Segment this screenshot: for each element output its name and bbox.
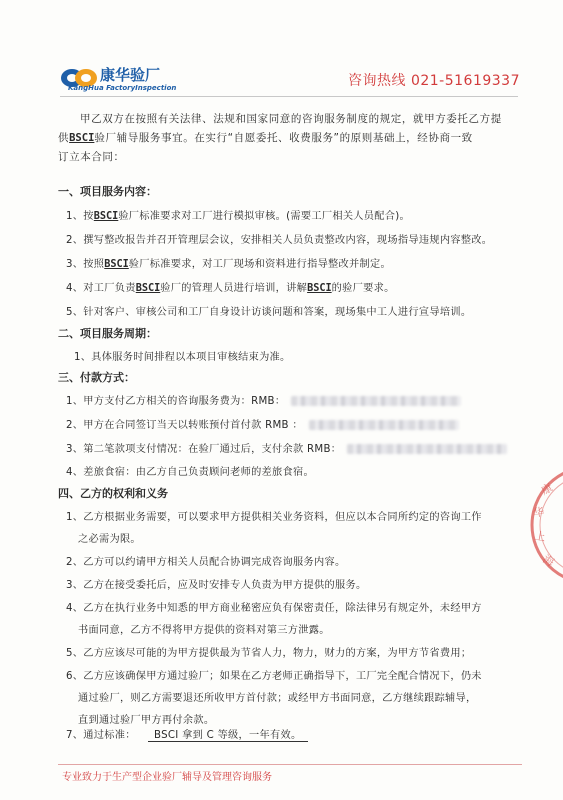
company-logo <box>60 66 250 96</box>
s4-line-7: 5、乙方应该尽可能的为甲方提供最为节省人力，物力，财力的方案，为甲方节省费用； <box>66 648 472 659</box>
s1-item-4-pre: 4、对工厂负责 <box>66 283 136 294</box>
page-header <box>60 64 520 96</box>
s1-item-4-mid: 验厂的管理人员进行培训，讲解 <box>160 283 308 294</box>
section-2-heading: 二、项目服务周期： <box>58 327 157 340</box>
s4-line-6: 书面同意，乙方不得将甲方提供的资料对第三方泄露。 <box>78 625 330 636</box>
intro-line-1: 甲乙双方在按照有关法律、法规和国家同意的咨询服务制度的规定，就甲方委托乙方提 <box>80 113 502 125</box>
s1-item-1 <box>66 207 410 222</box>
svg-text:华: 华 <box>532 505 546 520</box>
section-1-heading: 一、项目服务内容： <box>58 185 157 198</box>
s1-item-1-standard: BSCI <box>93 211 119 222</box>
company-seal-stamp <box>520 455 563 595</box>
intro-line-2-post: 验厂辅导服务事宜。在实行“自愿委托、收费服务”的原则基础上，经协商一致 <box>94 132 473 144</box>
s1-item-4-post: 的验厂要求。 <box>331 283 395 294</box>
s4-line-8: 6、乙方应该确保甲方通过验厂；如果在乙方老师正确指导下，工厂完全配合情况下，仍未 <box>66 671 482 682</box>
s1-item-3-pre: 3、按照 <box>66 259 105 270</box>
section-4-heading: 四、乙方的权利和义务 <box>58 487 168 500</box>
footer-slogan: 专业致力于生产型企业验厂辅导及管理咨询服务 <box>62 772 272 783</box>
s3-item-3-text: 3、第二笔款项支付情况：在验厂通过后，支付余款 RMB： <box>66 444 342 455</box>
s3-item-4: 4、差旅食宿：由乙方自己负责顾问老师的差旅食宿。 <box>66 467 314 478</box>
s3-item-3 <box>66 440 507 455</box>
s1-item-1-post: 验厂标准要求对工厂进行模拟审核。(需要工厂相关人员配合)。 <box>118 211 411 222</box>
intro-line-2 <box>58 129 520 148</box>
s1-item-3 <box>66 255 391 270</box>
intro-paragraph <box>58 110 520 167</box>
s4-line-1: 1、乙方根据业务需要，可以要求甲方提供相关业务资料，但应以本合同所约定的咨询工作 <box>66 512 482 523</box>
s1-item-4 <box>66 279 395 294</box>
intro-line-2-pre: 供 <box>58 132 70 144</box>
basis-label: 7、通过标准： <box>66 730 136 741</box>
intro-standard-bsci: BSCI <box>69 132 95 144</box>
s3-item-2 <box>66 416 459 431</box>
section-3-heading: 三、付款方式： <box>58 371 135 384</box>
s1-item-4-standard-2: BSCI <box>307 283 332 294</box>
s4-line-3: 2、乙方可以约请甲方相关人员配合协调完成咨询服务内容。 <box>66 557 346 568</box>
s1-item-4-standard: BSCI <box>135 283 161 294</box>
s3-item-1-text: 1、甲方支付乙方相关的咨询服务费为：RMB： <box>66 396 286 407</box>
s4-line-11 <box>66 726 308 742</box>
s1-item-2: 2、撰写整改报告并召开管理层会议，安排相关人员负责整改内容，现场指导违规内容整改。 <box>66 235 493 246</box>
logo-en-text: KangHua FactoryInspection <box>68 84 177 92</box>
s4-line-5: 4、乙方在执行业务中知悉的甲方商业秘密应负有保密责任，除法律另有规定外，未经甲方 <box>66 603 482 614</box>
s4-line-9: 通过验厂，则乙方需要退还所收甲方首付款；或经甲方书面同意，乙方继续跟踪辅导， <box>78 693 477 704</box>
basis-value: BSCI 拿到 C 等级，一年有效。 <box>148 726 308 742</box>
svg-text:海: 海 <box>540 552 557 570</box>
s3-item-1 <box>66 392 461 407</box>
s1-item-3-standard: BSCI <box>104 259 129 270</box>
intro-line-3: 订立本合同： <box>58 151 125 163</box>
svg-text:上: 上 <box>533 529 547 544</box>
s4-line-10: 直到通过验厂甲方再付余款。 <box>78 715 215 726</box>
redacted-amount <box>291 396 461 406</box>
s1-item-5: 5、针对客户、审核公司和工厂自身设计访谈问题和答案，现场集中工人进行宣导培训。 <box>66 307 472 318</box>
s2-item-1: 1、具体服务时间排程以本项目审核结束为准。 <box>74 352 291 363</box>
svg-text:康: 康 <box>539 480 556 498</box>
s4-line-2: 之必需为限。 <box>78 534 141 545</box>
logo-cn-text: 康华验厂 <box>100 66 161 84</box>
s4-line-4: 3、乙方在接受委托后，应及时安排专人负责为甲方提供的服务。 <box>66 580 367 591</box>
redacted-amount <box>347 444 507 454</box>
s1-item-1-pre: 1、按 <box>66 211 94 222</box>
redacted-amount <box>309 420 459 430</box>
hotline-text: 咨询热线 021-51619337 <box>348 73 520 89</box>
footer-divider <box>58 764 522 765</box>
s3-item-2-text: 2、甲方在合同签订当天以转账预付首付款 RMB ： <box>66 420 303 431</box>
header-divider <box>60 96 518 97</box>
s1-item-3-post: 验厂标准要求，对工厂现场和资料进行指导整改并制定。 <box>128 259 391 270</box>
